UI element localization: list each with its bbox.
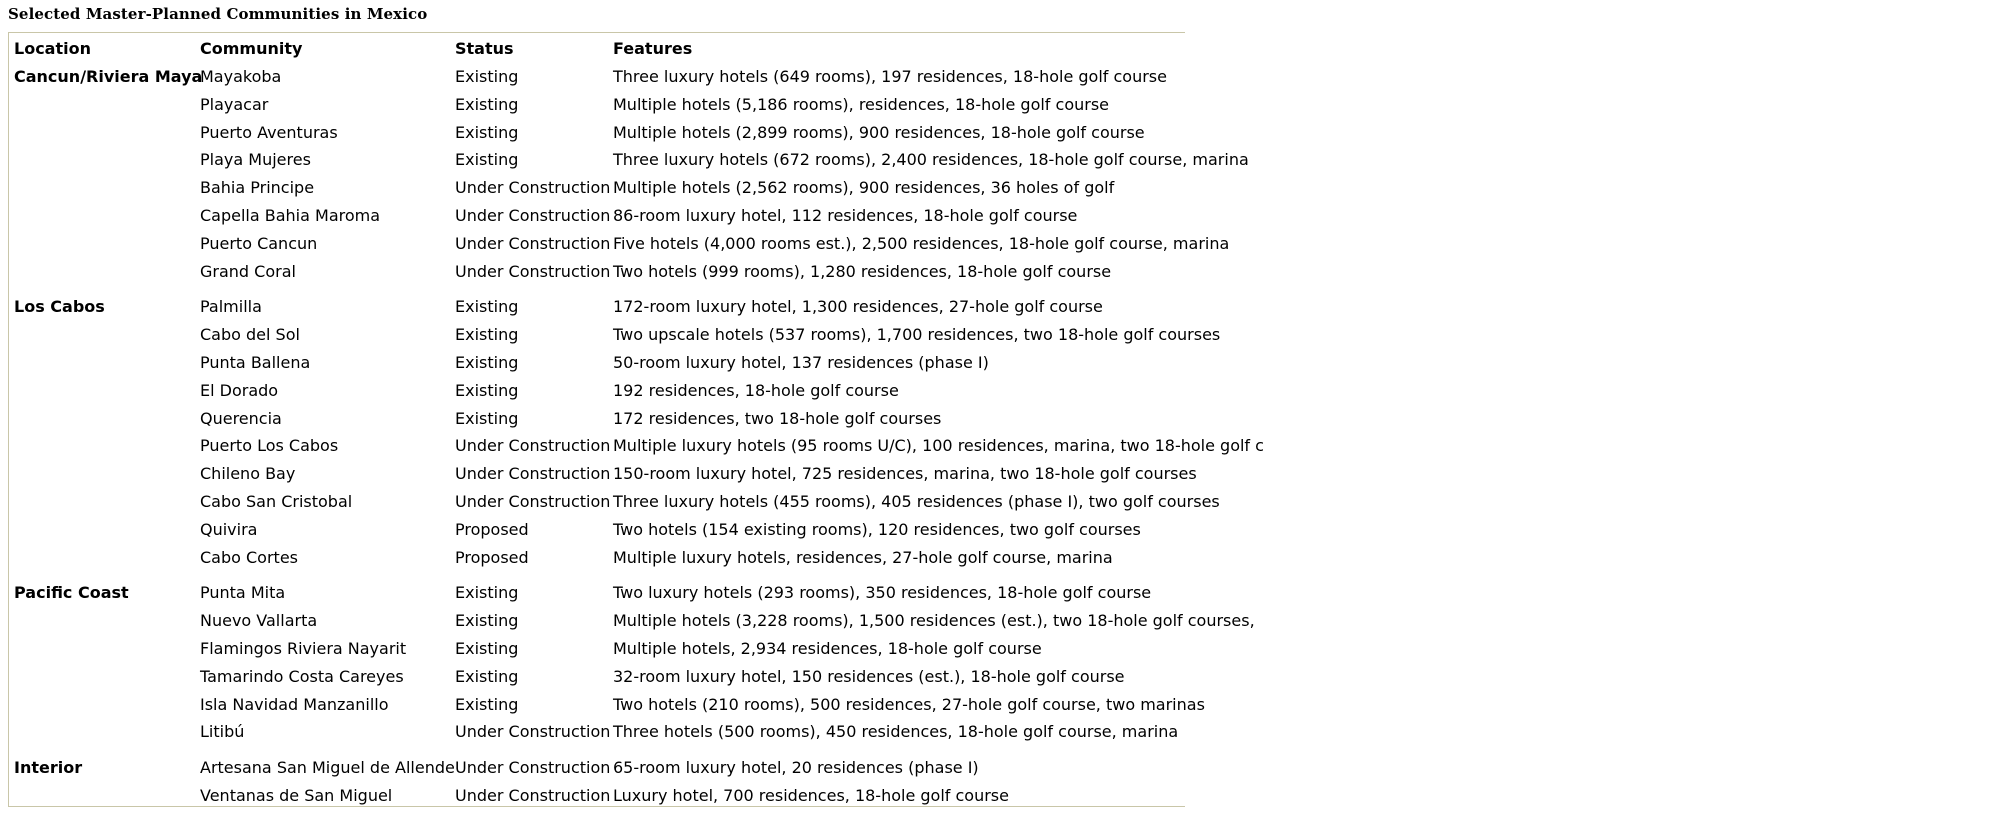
status-cell: Under Construction xyxy=(455,436,611,456)
status-cell: Existing xyxy=(455,122,519,142)
status-cell: Proposed xyxy=(455,519,529,539)
location-cell: Interior xyxy=(14,758,83,778)
status-cell: Existing xyxy=(455,583,519,603)
table-row xyxy=(9,121,2009,145)
features-cell: 50-room luxury hotel, 137 residences (phase I) xyxy=(613,353,989,372)
features-cell: Two luxury hotels (293 rooms), 350 residences, 18-hole golf course xyxy=(613,583,1152,603)
community-cell: Punta Mita xyxy=(200,583,286,603)
features-cell: Multiple luxury hotels (95 rooms U/C), 100 residences, marina, two 18-hole golf c xyxy=(613,436,1264,456)
features-cell: Multiple hotels (3,228 rooms), 1,500 residences (est.), two 18-hole golf courses, xyxy=(613,611,1255,631)
features-cell: Two hotels (154 existing rooms), 120 residences, two golf courses xyxy=(613,519,1141,539)
community-cell: Flamingos Riviera Nayarit xyxy=(200,639,407,658)
status-cell: Under Construction xyxy=(455,492,611,511)
table-row xyxy=(9,637,2009,661)
status-cell: Under Construction xyxy=(455,206,611,225)
community-cell: Bahia Principe xyxy=(200,178,315,198)
table-row xyxy=(9,295,2009,319)
community-cell: Punta Ballena xyxy=(200,353,311,372)
table-row xyxy=(9,232,2009,256)
community-cell: Nuevo Vallarta xyxy=(200,611,318,631)
community-cell: Playacar xyxy=(200,94,269,114)
table-row xyxy=(9,323,2009,347)
table-row xyxy=(9,379,2009,403)
community-cell: Chileno Bay xyxy=(200,464,296,484)
community-cell: Quivira xyxy=(200,519,258,539)
table-row xyxy=(9,720,2009,744)
status-cell: Existing xyxy=(455,639,519,658)
status-cell: Existing xyxy=(455,94,519,114)
status-cell: Under Construction xyxy=(455,233,611,253)
community-cell: Grand Coral xyxy=(200,261,296,281)
table-row xyxy=(9,462,2009,486)
community-cell: Playa Mujeres xyxy=(200,150,311,170)
table-row xyxy=(9,756,2009,780)
features-cell: 192 residences, 18-hole golf course xyxy=(613,380,899,400)
features-cell: Two upscale hotels (537 rooms), 1,700 residences, two 18-hole golf courses xyxy=(613,325,1221,345)
table-row xyxy=(9,204,2009,228)
community-cell: Cabo Cortes xyxy=(200,547,298,567)
table-row xyxy=(9,65,2009,89)
community-cell: Palmilla xyxy=(200,297,262,317)
features-cell: 86-room luxury hotel, 112 residences, 18-hole golf course xyxy=(613,206,1078,225)
table-row xyxy=(9,148,2009,172)
location-cell: Pacific Coast xyxy=(14,583,129,603)
features-cell: Three luxury hotels (649 rooms), 197 residences, 18-hole golf course xyxy=(613,67,1167,86)
table-row xyxy=(9,546,2009,570)
community-cell: Litibú xyxy=(200,722,245,742)
features-cell: 172-room luxury hotel, 1,300 residences, 27-hole golf course xyxy=(613,297,1103,317)
status-cell: Under Construction xyxy=(455,178,611,198)
status-cell: Existing xyxy=(455,611,519,631)
features-cell: Three luxury hotels (455 rooms), 405 residences (phase I), two golf courses xyxy=(613,492,1220,511)
community-cell: Capella Bahia Maroma xyxy=(200,206,381,225)
status-cell: Existing xyxy=(455,297,519,317)
page-title: Selected Master-Planned Communities in Mexico xyxy=(8,5,428,23)
status-cell: Existing xyxy=(455,150,519,170)
table-row xyxy=(9,407,2009,431)
status-cell: Existing xyxy=(455,408,519,428)
features-cell: Two hotels (999 rooms), 1,280 residences, 18-hole golf course xyxy=(613,261,1112,281)
features-cell: Three hotels (500 rooms), 450 residences, 18-hole golf course, marina xyxy=(613,722,1179,742)
table-header-row xyxy=(9,37,2009,61)
header-features: Features xyxy=(613,39,693,58)
location-cell: Cancun/Riviera Maya xyxy=(14,67,203,86)
community-cell: Cabo San Cristobal xyxy=(200,492,353,511)
header-community: Community xyxy=(200,39,303,58)
table-row xyxy=(9,490,2009,514)
features-cell: 32-room luxury hotel, 150 residences (est.), 18-hole golf course xyxy=(613,666,1125,686)
community-cell: Ventanas de San Miguel xyxy=(200,786,393,805)
status-cell: Under Construction xyxy=(455,758,611,778)
features-cell: Multiple hotels (2,899 rooms), 900 residences, 18-hole golf course xyxy=(613,122,1145,142)
features-cell: Luxury hotel, 700 residences, 18-hole golf course xyxy=(613,786,1009,805)
header-location: Location xyxy=(14,39,91,58)
community-cell: Isla Navidad Manzanillo xyxy=(200,694,389,714)
status-cell: Proposed xyxy=(455,547,529,567)
features-cell: Multiple luxury hotels, residences, 27-hole golf course, marina xyxy=(613,547,1113,567)
table-row xyxy=(9,260,2009,284)
table-row xyxy=(9,434,2009,458)
table-row xyxy=(9,581,2009,605)
status-cell: Existing xyxy=(455,694,519,714)
table-row xyxy=(9,609,2009,633)
status-cell: Under Construction xyxy=(455,464,611,484)
location-cell: Los Cabos xyxy=(14,297,105,317)
status-cell: Existing xyxy=(455,380,519,400)
status-cell: Existing xyxy=(455,67,519,86)
table-row xyxy=(9,176,2009,200)
features-cell: 172 residences, two 18-hole golf courses xyxy=(613,408,942,428)
status-cell: Existing xyxy=(455,353,519,372)
community-cell: Querencia xyxy=(200,408,282,428)
features-cell: 65-room luxury hotel, 20 residences (phase I) xyxy=(613,758,979,778)
communities-table xyxy=(8,32,1264,807)
status-cell: Existing xyxy=(455,666,519,686)
status-cell: Under Construction xyxy=(455,722,611,742)
features-cell: Five hotels (4,000 rooms est.), 2,500 residences, 18-hole golf course, marina xyxy=(613,233,1230,253)
features-cell: Two hotels (210 rooms), 500 residences, 27-hole golf course, two marinas xyxy=(613,694,1205,714)
header-status: Status xyxy=(455,39,514,58)
features-cell: Multiple hotels (2,562 rooms), 900 residences, 36 holes of golf xyxy=(613,178,1115,198)
features-cell: Multiple hotels (5,186 rooms), residences, 18-hole golf course xyxy=(613,94,1109,114)
status-cell: Existing xyxy=(455,325,519,345)
table-row xyxy=(9,665,2009,689)
community-cell: Artesana San Miguel de Allende xyxy=(200,758,455,778)
features-cell: Three luxury hotels (672 rooms), 2,400 residences, 18-hole golf course, marina xyxy=(613,150,1249,170)
community-cell: El Dorado xyxy=(200,380,279,400)
community-cell: Cabo del Sol xyxy=(200,325,300,345)
status-cell: Under Construction xyxy=(455,261,611,281)
table-row xyxy=(9,518,2009,542)
community-cell: Puerto Cancun xyxy=(200,233,318,253)
community-cell: Puerto Los Cabos xyxy=(200,436,339,456)
community-cell: Mayakoba xyxy=(200,67,282,86)
table-row xyxy=(9,93,2009,117)
community-cell: Tamarindo Costa Careyes xyxy=(200,666,404,686)
community-cell: Puerto Aventuras xyxy=(200,122,338,142)
status-cell: Under Construction xyxy=(455,786,611,805)
features-cell: Multiple hotels, 2,934 residences, 18-hole golf course xyxy=(613,639,1042,658)
table-row xyxy=(9,351,2009,375)
features-cell: 150-room luxury hotel, 725 residences, marina, two 18-hole golf courses xyxy=(613,464,1197,484)
table-row xyxy=(9,693,2009,717)
table-row xyxy=(9,784,2009,808)
